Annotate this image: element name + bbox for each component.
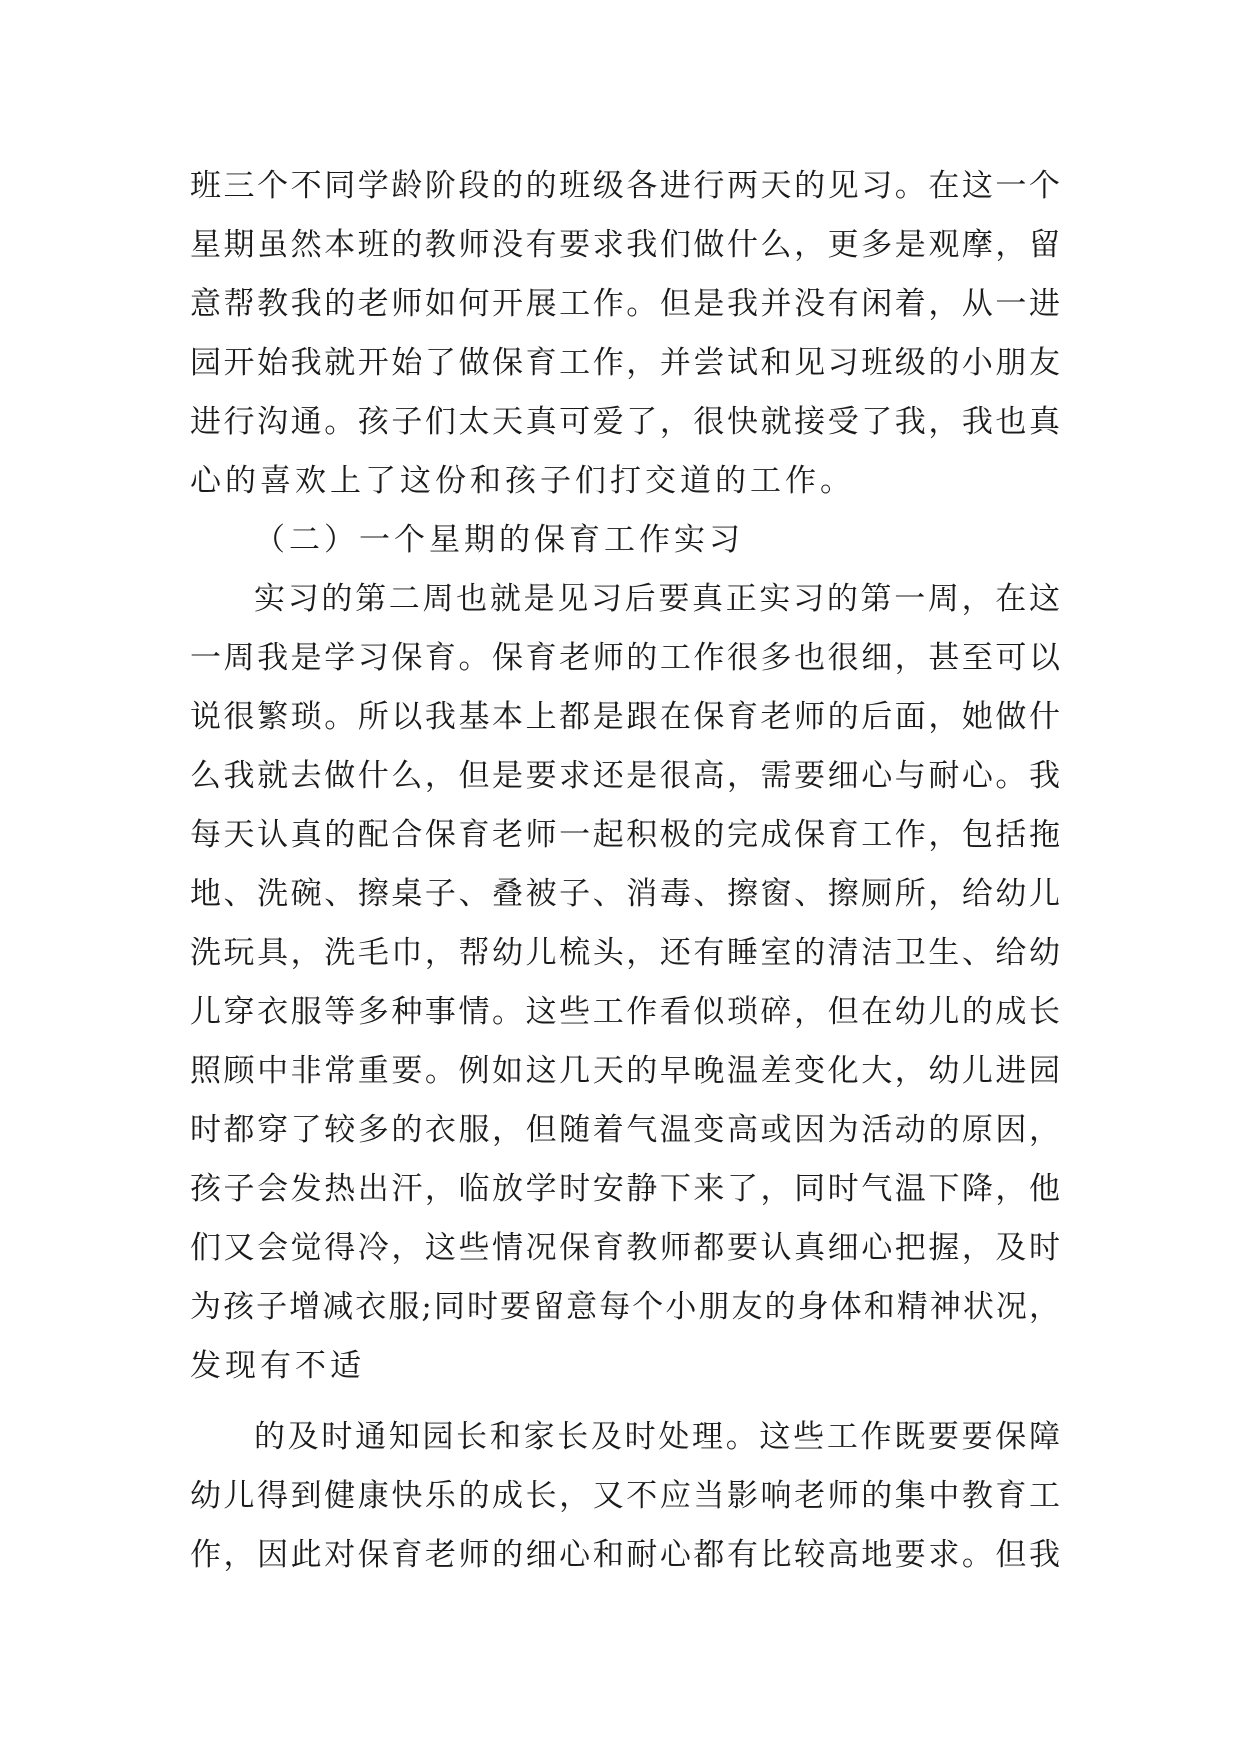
- text-line: 儿穿衣服等多种事情。这些工作看似琐碎，但在幼儿的成长: [190, 994, 1060, 1030]
- section-heading: （二）一个星期的保育工作实习: [254, 522, 744, 558]
- paragraph-1: [190, 157, 1060, 511]
- text-line: 们又会觉得冷，这些情况保育教师都要认真细心把握，及时: [190, 1230, 1060, 1266]
- text-line: 的及时通知园长和家长及时处理。这些工作既要要保障: [254, 1419, 1060, 1455]
- text-line: 心的喜欢上了这份和孩子们打交道的工作。: [190, 463, 855, 499]
- text-line: 幼儿得到健康快乐的成长，又不应当影响老师的集中教育工: [190, 1478, 1060, 1514]
- text-line: 孩子会发热出汗，临放学时安静下来了，同时气温下降，他: [190, 1171, 1060, 1207]
- text-line: 么我就去做什么，但是要求还是很高，需要细心与耐心。我: [190, 758, 1060, 794]
- text-line: 说很繁琐。所以我基本上都是跟在保育老师的后面，她做什: [190, 699, 1060, 735]
- text-line: 一周我是学习保育。保育老师的工作很多也很细，甚至可以: [190, 640, 1060, 676]
- text-line: 星期虽然本班的教师没有要求我们做什么，更多是观摩，留: [190, 227, 1060, 263]
- text-line: 地、洗碗、擦桌子、叠被子、消毒、擦窗、擦厕所，给幼儿: [190, 876, 1060, 912]
- document-body: [190, 157, 1060, 1585]
- text-line: 实习的第二周也就是见习后要真正实习的第一周，在这: [254, 581, 1060, 617]
- text-line: 洗玩具，洗毛巾，帮幼儿梳头，还有睡室的清洁卫生、给幼: [190, 935, 1060, 971]
- paragraph-gap: [190, 1396, 1060, 1408]
- text-line: 为孩子增减衣服;同时要留意每个小朋友的身体和精神状况，: [190, 1289, 1060, 1325]
- text-line: 园开始我就开始了做保育工作，并尝试和见习班级的小朋友: [190, 345, 1060, 381]
- text-line: 进行沟通。孩子们太天真可爱了，很快就接受了我，我也真: [190, 404, 1060, 440]
- text-line: 意帮教我的老师如何开展工作。但是我并没有闲着，从一进: [190, 286, 1060, 322]
- text-line: 每天认真的配合保育老师一起积极的完成保育工作，包括拖: [190, 817, 1060, 853]
- text-line: 作，因此对保育老师的细心和耐心都有比较高地要求。但我: [190, 1537, 1060, 1573]
- text-line: 时都穿了较多的衣服，但随着气温变高或因为活动的原因，: [190, 1112, 1060, 1148]
- text-line: 发现有不适: [190, 1348, 365, 1384]
- text-line: 照顾中非常重要。例如这几天的早晚温差变化大，幼儿进园: [190, 1053, 1060, 1089]
- paragraph-2: [190, 570, 1060, 1396]
- text-line: 班三个不同学龄阶段的的班级各进行两天的见习。在这一个: [190, 168, 1060, 204]
- paragraph-3: [190, 1408, 1060, 1585]
